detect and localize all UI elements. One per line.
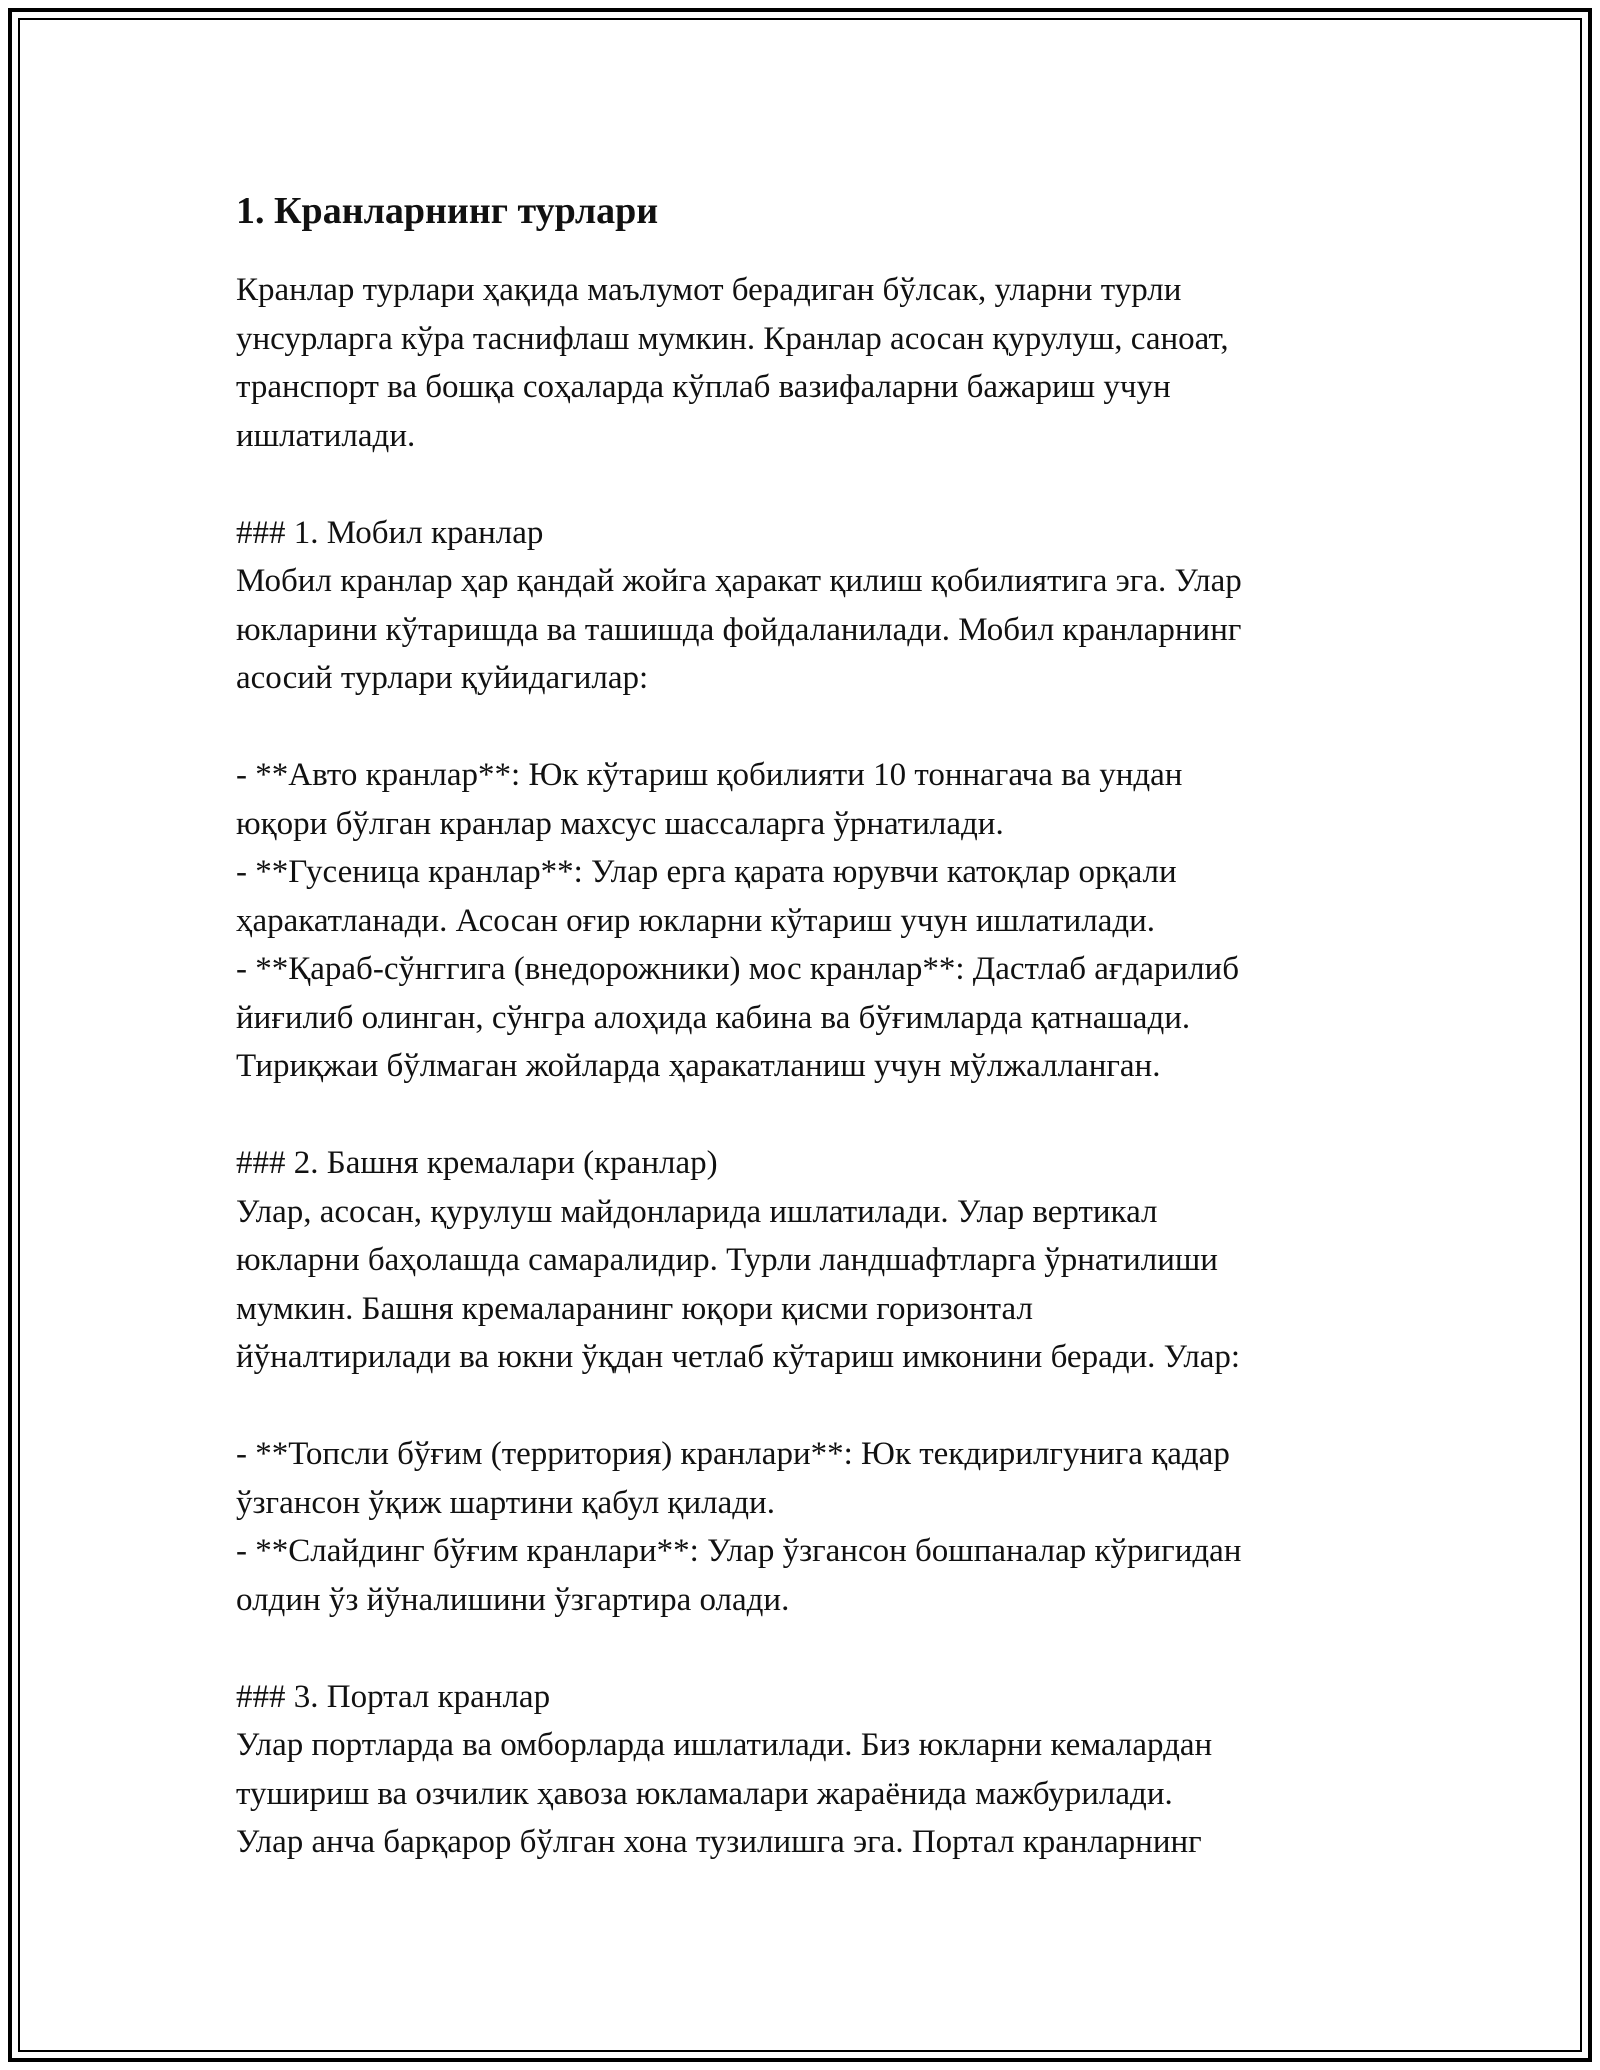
text-line: йўналтирилади ва юкни ўқдан четлаб кўтариш имконини беради. Улар: [236,1339,1241,1375]
list-item-continuation: йиғилиб олинган, сўнгра алоҳида кабина ва бўғимларда қатнашади. [236,999,1191,1036]
paragraph-gap [236,1382,1376,1431]
list-mobile-cranes [236,751,1376,1091]
intro-paragraph [236,266,1376,460]
list-item-continuation: олдин ўз йўналишини ўзгартира олади. [236,1581,790,1618]
text-line: унсурларга кўра таснифлаш мумкин. Кранлар асосан қурулуш, саноат, [236,320,1229,357]
list-item: - **Гусеница кранлар**: Улар ерга қарата юрувчи катоқлар орқали [236,854,1177,890]
list-item-continuation: Тириқжаи бўлмаган жойларда ҳаракатланиш учун мўлжалланган. [236,1048,1161,1084]
paragraph-gap [236,1091,1376,1140]
section-portal-cranes [236,1673,1376,1867]
section-heading: ### 2. Башня кремалари (кранлар) [236,1145,718,1181]
list-item: - **Авто кранлар**: Юк кўтариш қобилияти 10 тоннагача ва ундан [236,757,1183,793]
document-body [236,186,1376,1867]
section-mobile-cranes [236,509,1376,703]
text-line: Кранлар турлари ҳақида маълумот берадиган бўлсак, уларни турли [236,272,1182,308]
text-line: Мобил кранлар ҳар қандай жойга ҳаракат қилиш қобилиятига эга. Улар [236,563,1242,599]
section-heading: ### 1. Мобил кранлар [236,514,544,551]
document-title: 1. Кранларнинг турлари [236,190,659,232]
text-line: ишлатилади. [236,417,416,454]
text-line: мумкин. Башня кремаларанинг юқори қисми горизонтал [236,1290,1033,1327]
section-heading: ### 3. Портал кранлар [236,1678,551,1715]
text-line: транспорт ва бошқа соҳаларда кўплаб вазифаларни бажариш учун [236,369,1171,405]
list-item: - **Қараб-сўнггига (внедорожники) мос кранлар**: Дастлаб ағдарилиб [236,951,1239,987]
list-item-continuation: ҳаракатланади. Асосан оғир юкларни кўтариш учун ишлатилади. [236,902,1156,939]
paragraph-gap [236,460,1376,509]
list-item: - **Топсли бўғим (территория) кранлари**: Юк текдирилгунига қадар [236,1436,1230,1472]
paragraph-gap [236,1624,1376,1673]
text-line: Улар анча барқарор бўлган хона тузилишга эга. Портал кранларнинг [236,1824,1202,1860]
text-line: тушириш ва озчилик ҳавоза юкламалари жараёнида мажбурилади. [236,1775,1173,1812]
list-tower-cranes [236,1430,1376,1624]
list-item-continuation: юқори бўлган кранлар махсус шассаларга ўрнатилади. [236,805,1004,842]
list-item: - **Слайдинг бўғим кранлари**: Улар ўзгансон бошпаналар кўригидан [236,1533,1242,1569]
text-line: Улар, асосан, қурулуш майдонларида ишлатилади. Улар вертикал [236,1193,1158,1230]
paragraph-gap [236,703,1376,752]
text-line: асосий турлари қуйидагилар: [236,660,649,696]
text-line: Улар портларда ва омборларда ишлатилади. Биз юкларни кемалардан [236,1727,1213,1763]
list-item-continuation: ўзгансон ўқиж шартини қабул қилади. [236,1484,775,1521]
text-line: юкларини кўтаришда ва ташишда фойдаланилади. Мобил кранларнинг [236,611,1242,648]
text-line: юкларни баҳолашда самаралидир. Турли ландшафтларга ўрнатилиши [236,1242,1218,1278]
section-tower-cranes [236,1139,1376,1382]
